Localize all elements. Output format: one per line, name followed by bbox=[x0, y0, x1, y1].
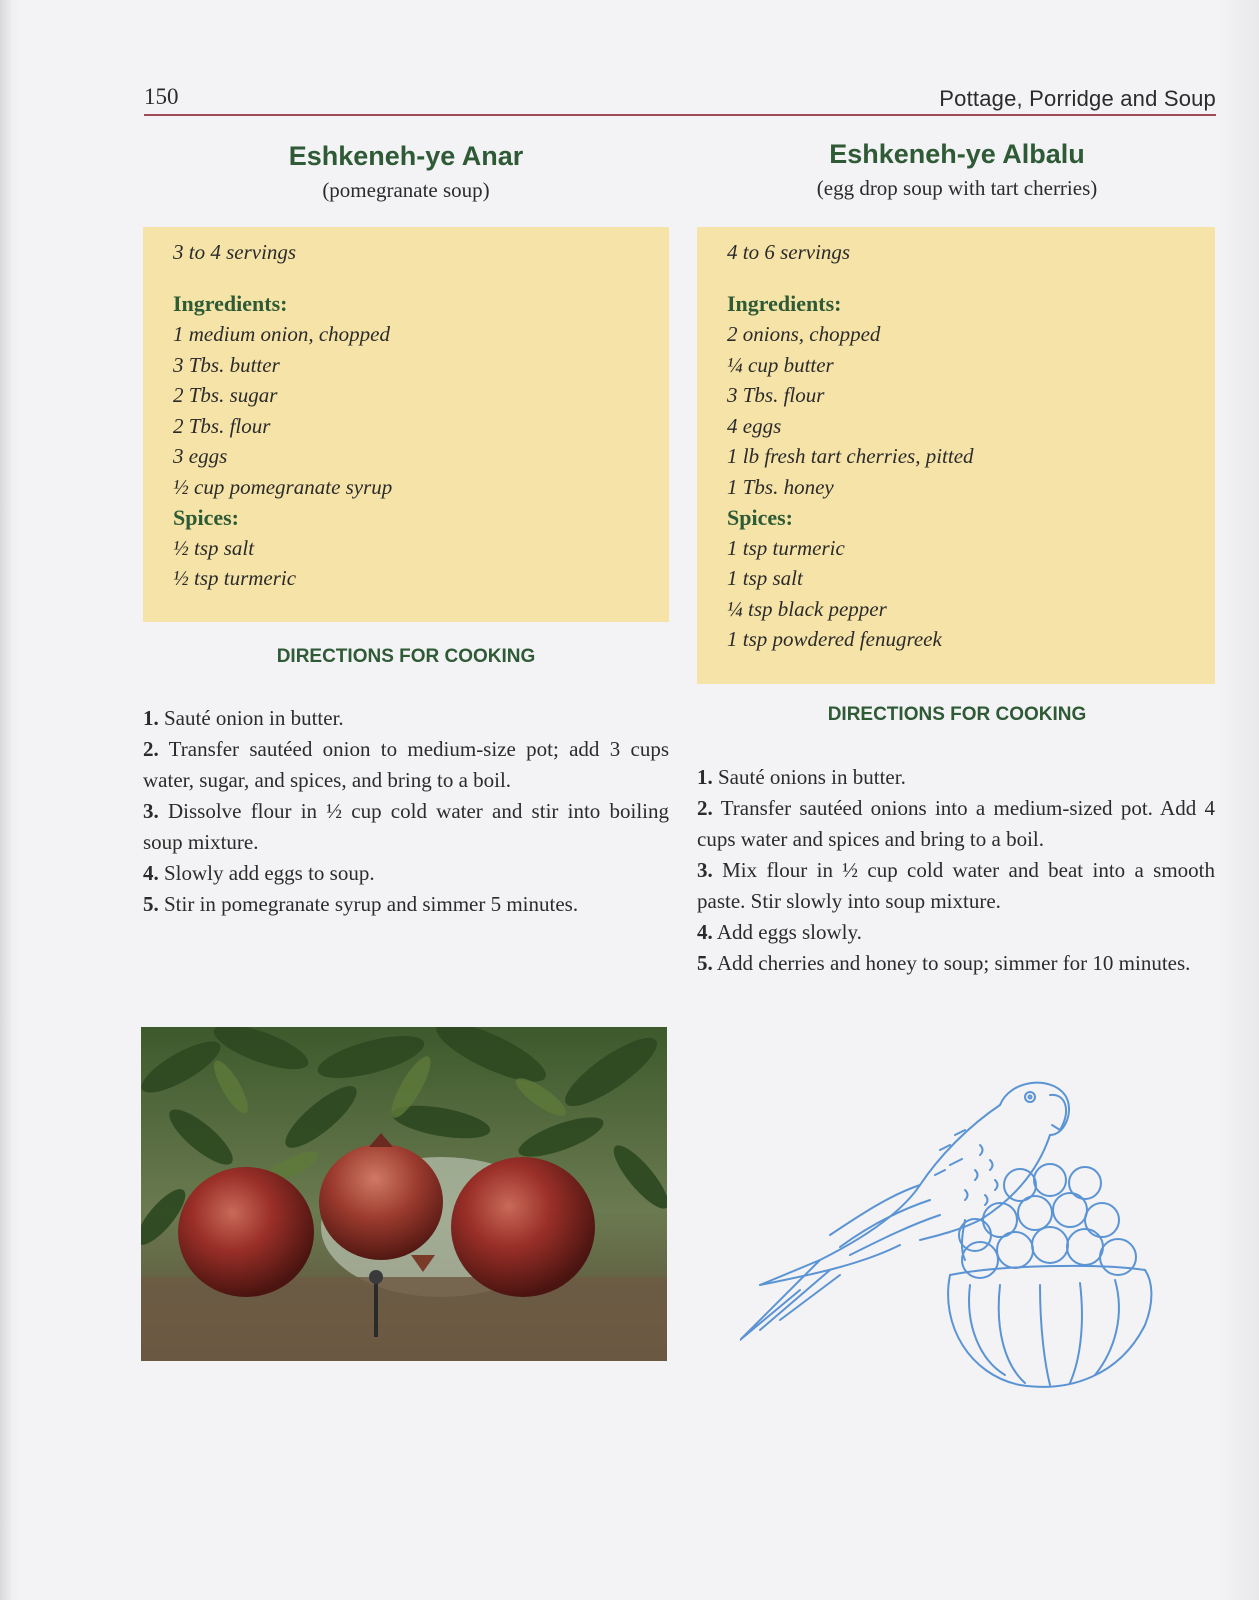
left-ingredients-list bbox=[173, 319, 669, 503]
left-directions bbox=[143, 703, 669, 920]
ingredient-item: 2 Tbs. sugar bbox=[173, 383, 278, 408]
left-recipe-subtitle: (pomegranate soup) bbox=[322, 178, 490, 202]
right-spices-heading: Spices: bbox=[727, 504, 793, 530]
left-ingredients-box bbox=[143, 227, 669, 622]
ingredient-item: 4 eggs bbox=[727, 413, 782, 438]
left-recipe-title: Eshkeneh-ye Anar bbox=[288, 141, 524, 171]
right-servings: 4 to 6 servings bbox=[727, 240, 851, 264]
pomegranate-photo-svg bbox=[141, 1027, 667, 1361]
spice-item: 1 tsp turmeric bbox=[727, 535, 845, 560]
right-recipe-title: Eshkeneh-ye Albalu bbox=[829, 139, 1085, 169]
spice-item: 1 tsp salt bbox=[727, 566, 803, 591]
ingredient-item: 3 eggs bbox=[173, 444, 228, 469]
ingredient-item: 2 Tbs. flour bbox=[173, 413, 271, 438]
page-number: 150 bbox=[144, 84, 179, 109]
direction-step: 2. Transfer sautéed onions into a medium-sized pot. Add 4 cups water and spices and bring to a boil. bbox=[697, 796, 1216, 851]
ingredient-item: ½ cup pomegranate syrup bbox=[173, 474, 393, 499]
direction-step: 3. Dissolve flour in ½ cup cold water and stir into boiling soup mixture. bbox=[143, 799, 669, 854]
left-servings: 3 to 4 servings bbox=[173, 240, 297, 264]
right-ingredients-heading: Ingredients: bbox=[727, 291, 842, 316]
spice-item: ½ tsp turmeric bbox=[173, 566, 297, 591]
left-directions-heading: DIRECTIONS FOR COOKING bbox=[276, 646, 536, 667]
right-recipe-subtitle: (egg drop soup with tart cherries) bbox=[816, 176, 1098, 200]
running-title: Pottage, Porridge and Soup bbox=[939, 86, 1216, 111]
page-edge-shadow bbox=[1219, 0, 1259, 1600]
ingredient-item: 3 Tbs. flour bbox=[727, 383, 825, 408]
right-directions-heading: DIRECTIONS FOR COOKING bbox=[827, 704, 1087, 725]
ingredient-item: 3 Tbs. butter bbox=[173, 352, 280, 377]
spice-item: ¼ tsp black pepper bbox=[727, 596, 887, 621]
right-spices-list bbox=[727, 533, 1215, 655]
left-spices-heading: Spices: bbox=[173, 504, 239, 530]
direction-step: 5. Add cherries and honey to soup; simmer for 10 minutes. bbox=[697, 951, 1191, 975]
ingredient-item: 2 onions, chopped bbox=[727, 322, 881, 346]
left-ingredients-heading: Ingredients: bbox=[173, 291, 288, 316]
page-header bbox=[144, 84, 1216, 116]
spice-item: ½ tsp salt bbox=[173, 535, 255, 560]
pomegranate-tree-photo bbox=[141, 1027, 667, 1361]
ingredient-item: 1 Tbs. honey bbox=[727, 474, 834, 499]
direction-step: 4. Slowly add eggs to soup. bbox=[143, 861, 375, 885]
ingredient-item: 1 medium onion, chopped bbox=[173, 322, 390, 346]
direction-step: 3. Mix flour in ½ cup cold water and beat into a smooth paste. Stir slowly into soup mixture. bbox=[697, 858, 1215, 913]
direction-step: 1. Sauté onion in butter. bbox=[143, 706, 344, 730]
page-gutter-shadow bbox=[0, 0, 20, 1600]
direction-step: 5. Stir in pomegranate syrup and simmer 5 minutes. bbox=[143, 892, 579, 916]
ingredient-item: 1 lb fresh tart cherries, pitted bbox=[727, 444, 974, 469]
direction-step: 2. Transfer sautéed onion to medium-size pot; add 3 cups water, sugar, and spices, and bring to a boil. bbox=[143, 737, 669, 792]
left-spices-list bbox=[173, 533, 669, 594]
direction-step: 4. Add eggs slowly. bbox=[697, 920, 862, 944]
right-ingredients-list bbox=[727, 319, 1215, 503]
direction-step: 1. Sauté onions in butter. bbox=[697, 765, 906, 789]
ingredient-item: ¼ cup butter bbox=[727, 352, 834, 377]
spice-item: 1 tsp powdered fenugreek bbox=[727, 627, 942, 652]
parrot-with-fruit-bowl-icon bbox=[740, 1075, 1190, 1420]
right-ingredients-box bbox=[697, 227, 1215, 684]
right-directions bbox=[697, 762, 1215, 979]
